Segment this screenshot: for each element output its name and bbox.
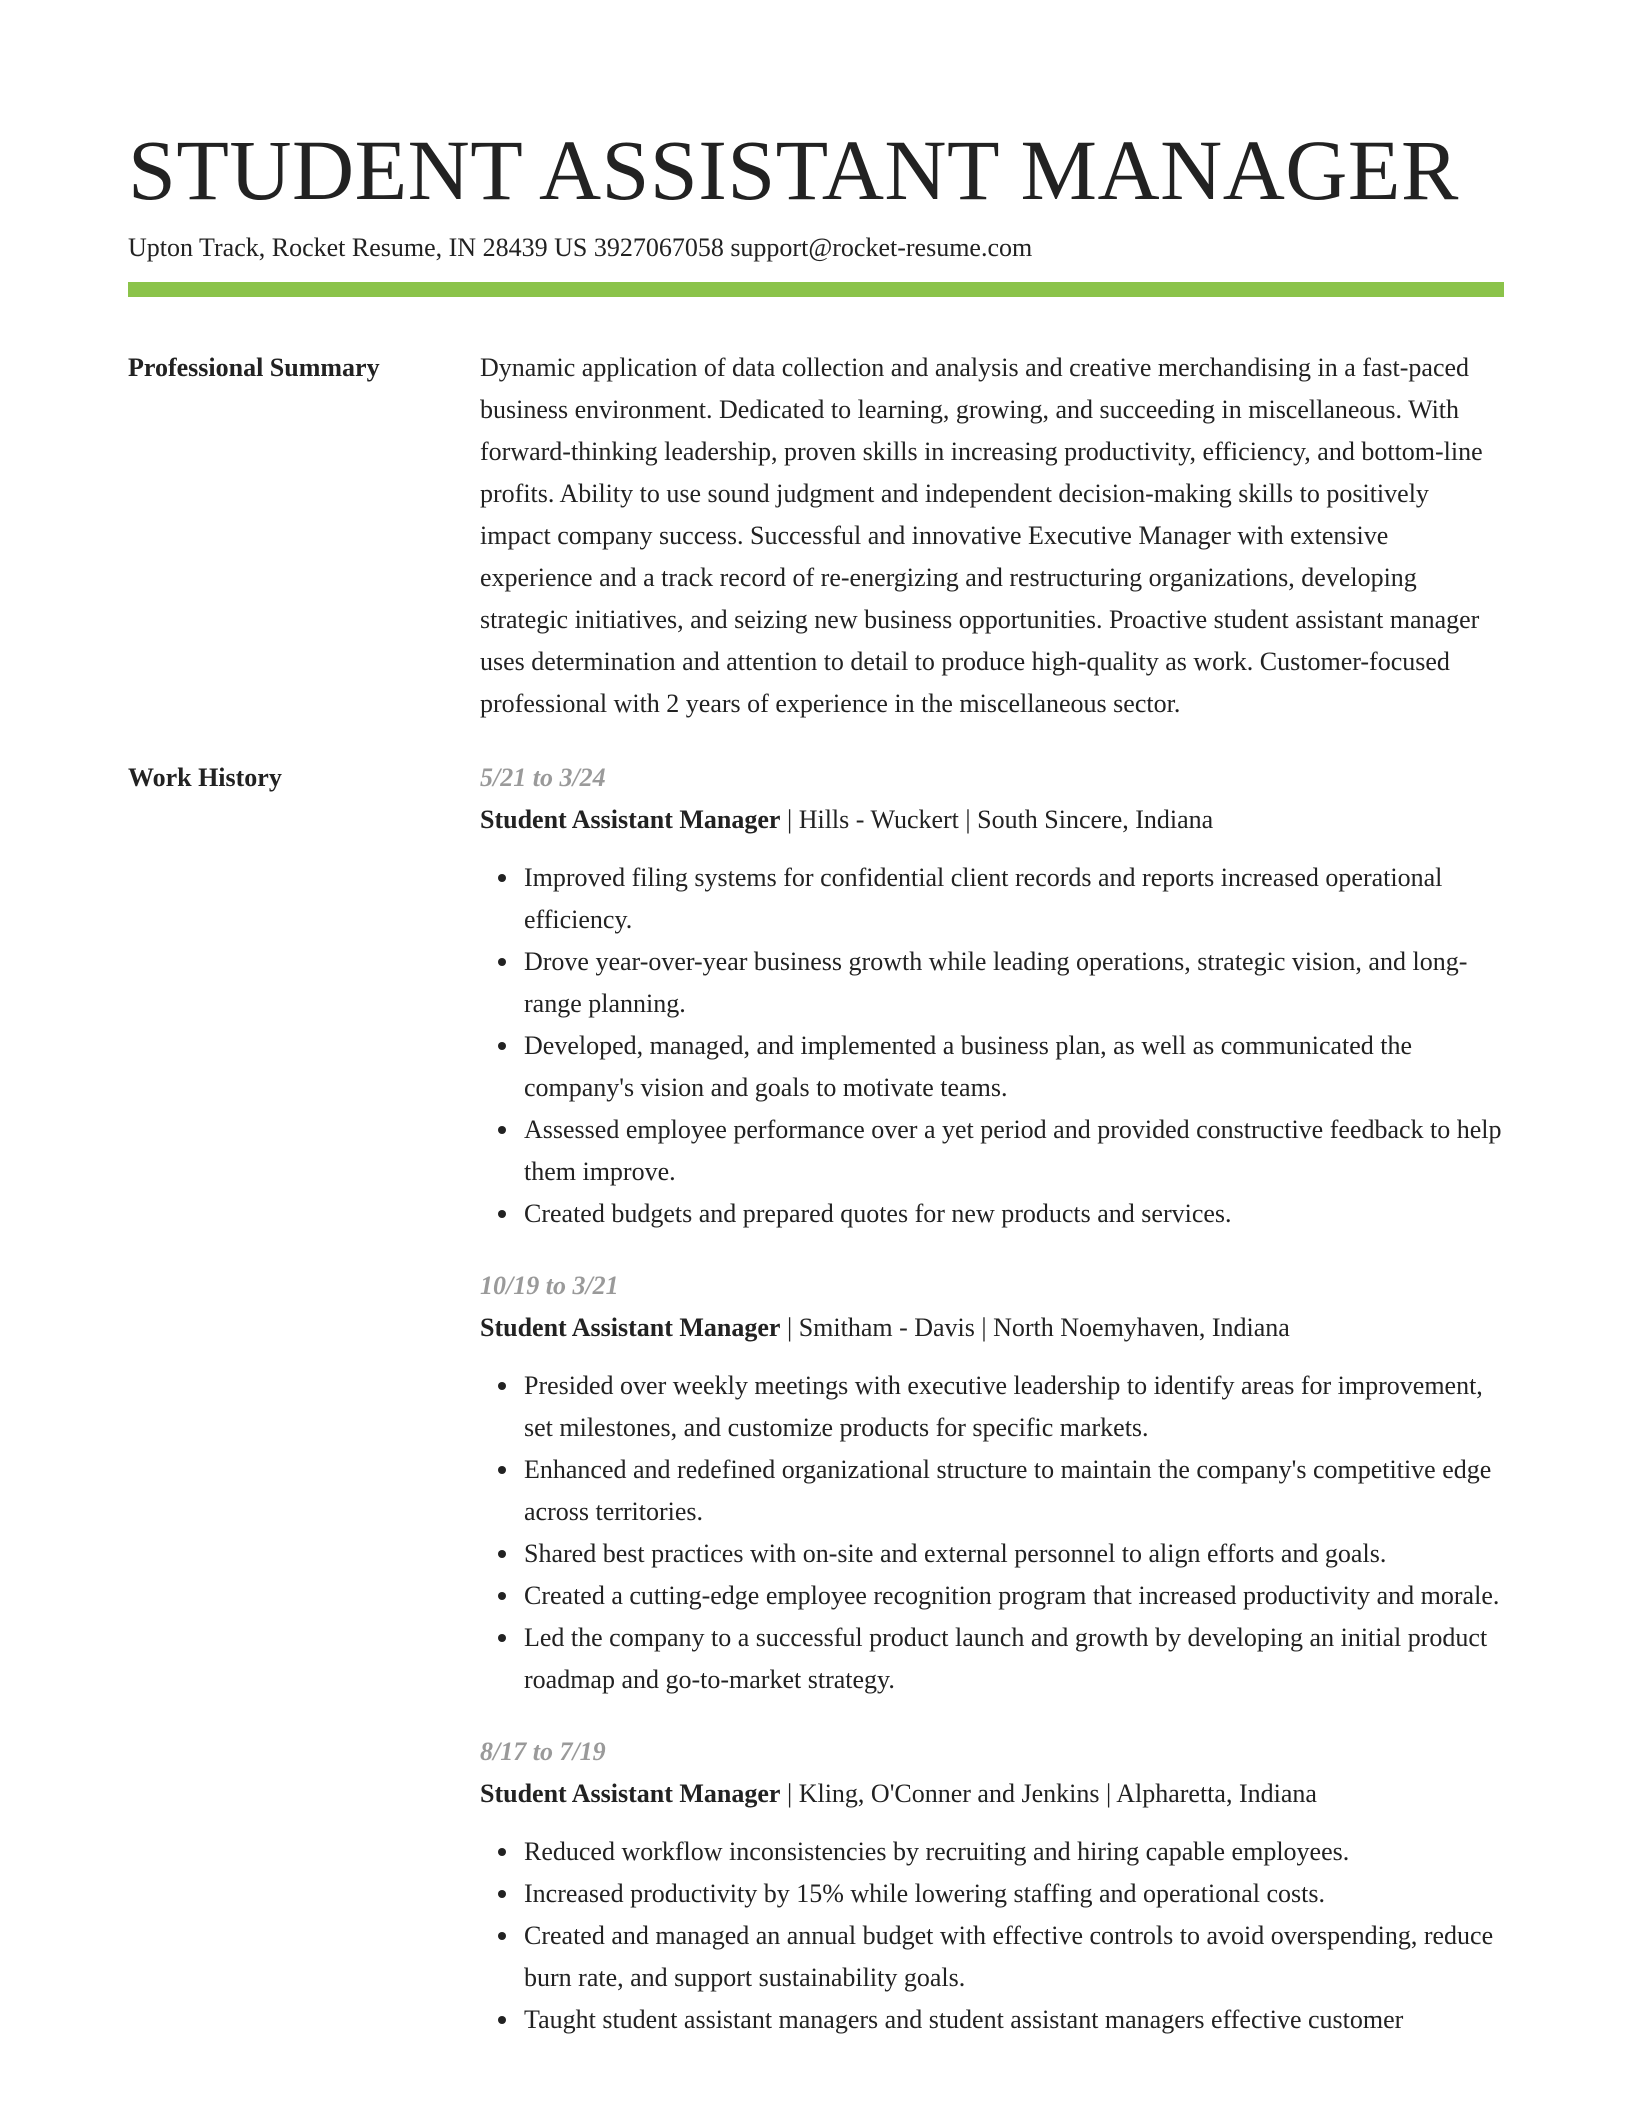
job-entry xyxy=(480,757,1504,1235)
summary-heading: Professional Summary xyxy=(128,353,380,382)
job-title: Student Assistant Manager xyxy=(480,805,781,834)
job-company-location: | Hills - Wuckert | South Sincere, Indiana xyxy=(780,805,1214,834)
job-bullet: Taught student assistant managers and student assistant managers effective customer xyxy=(524,1999,1504,2041)
job-company-location: | Kling, O'Conner and Jenkins | Alpharetta, Indiana xyxy=(780,1779,1317,1808)
job-bullet: Presided over weekly meetings with executive leadership to identify areas for improvement, set milestones, and customize products for specific markets. xyxy=(524,1365,1504,1449)
job-bullet: Enhanced and redefined organizational structure to maintain the company's competitive edge across territories. xyxy=(524,1449,1504,1533)
resume-page xyxy=(128,0,1504,2071)
job-bullet: Assessed employee performance over a yet period and provided constructive feedback to help them improve. xyxy=(524,1109,1504,1193)
job-bullet: Increased productivity by 15% while lowering staffing and operational costs. xyxy=(524,1873,1504,1915)
job-bullet: Created budgets and prepared quotes for new products and services. xyxy=(524,1193,1504,1235)
job-bullet: Shared best practices with on-site and external personnel to align efforts and goals. xyxy=(524,1533,1504,1575)
contact-line: Upton Track, Rocket Resume, IN 28439 US 3927067058 support@rocket-resume.com xyxy=(128,233,1033,262)
work-history-body xyxy=(480,757,1504,2071)
job-heading xyxy=(480,1773,1504,1815)
job-bullet: Created a cutting-edge employee recognition program that increased productivity and morale. xyxy=(524,1575,1504,1617)
job-dates: 5/21 to 3/24 xyxy=(480,763,606,792)
job-entry xyxy=(480,1265,1504,1701)
job-title: Student Assistant Manager xyxy=(480,1779,781,1808)
job-entry xyxy=(480,1731,1504,2041)
job-bullet: Led the company to a successful product launch and growth by developing an initial product roadmap and go-to-market strategy. xyxy=(524,1617,1504,1701)
job-bullet: Improved filing systems for confidential client records and reports increased operational efficiency. xyxy=(524,857,1504,941)
job-dates: 10/19 to 3/21 xyxy=(480,1271,619,1300)
job-bullet-list xyxy=(480,1831,1504,2041)
summary-section xyxy=(128,347,1504,725)
job-heading xyxy=(480,1307,1504,1349)
summary-body xyxy=(480,347,1504,725)
job-dates: 8/17 to 7/19 xyxy=(480,1737,606,1766)
job-heading xyxy=(480,799,1504,841)
header-divider xyxy=(128,282,1504,297)
work-history-section xyxy=(128,757,1504,2071)
job-bullet: Created and managed an annual budget with effective controls to avoid overspending, reduce burn rate, and support sustainability goals. xyxy=(524,1915,1504,1999)
job-bullet: Drove year-over-year business growth while leading operations, strategic vision, and long-range planning. xyxy=(524,941,1504,1025)
job-company-location: | Smitham - Davis | North Noemyhaven, Indiana xyxy=(780,1313,1290,1342)
job-bullet: Developed, managed, and implemented a business plan, as well as communicated the company's vision and goals to motivate teams. xyxy=(524,1025,1504,1109)
resume-title: STUDENT ASSISTANT MANAGER xyxy=(128,122,1459,218)
job-bullet-list xyxy=(480,857,1504,1235)
job-bullet: Reduced workflow inconsistencies by recruiting and hiring capable employees. xyxy=(524,1831,1504,1873)
job-bullet-list xyxy=(480,1365,1504,1701)
job-title: Student Assistant Manager xyxy=(480,1313,781,1342)
summary-text: Dynamic application of data collection and analysis and creative merchandising in a fast-paced business environment. Dedicated to learning, growing, and succeeding in miscellaneous. With forward-thinking leadership, proven skills in increasing productivity, efficiency, and bottom-line profits. Ability to use sound judgment and independent decision-making skills to positively impact company success. Successful and innovative Executive Manager with extensive experience and a track record of re-energizing and restructuring organizations, developing strategic initiatives, and seizing new business opportunities. Proactive student assistant manager uses determination and attention to detail to produce high-quality as work. Customer-focused professional with 2 years of experience in the miscellaneous sector. xyxy=(480,353,1483,718)
work-history-heading: Work History xyxy=(128,763,282,792)
